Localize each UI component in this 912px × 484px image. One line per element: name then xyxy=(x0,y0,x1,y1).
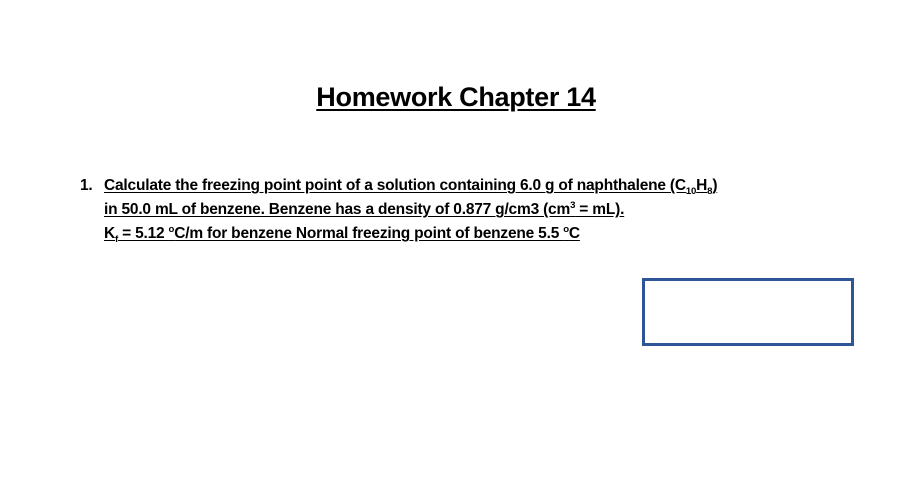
question-line-3: $K_f = 5.12$ $^o$C/m for benzene Normal freezing point of benzene 5.5 $^o$C xyxy=(104,223,580,246)
question-text xyxy=(104,174,840,246)
degree-superscript: o xyxy=(563,223,569,235)
page-title: Homework Chapter 14 xyxy=(316,82,596,112)
question-number: 1. xyxy=(80,177,93,194)
answer-box[interactable] xyxy=(642,278,854,346)
question-line-1: Calculate the freezing point point of a solution containing 6.0 g of naphthalene $(C_{10}H_8)$ xyxy=(104,177,718,198)
kf-subscript: f xyxy=(115,234,118,246)
question-1 xyxy=(80,174,840,246)
cubic-superscript: 3 xyxy=(570,199,576,211)
hydrogen-subscript: 8 xyxy=(707,186,713,198)
degree-superscript: o xyxy=(168,223,175,235)
question-line-2: in 50.0 mL of benzene. Benzene has a density of 0.877 g/cm3 $(cm^3 = mL)$. xyxy=(104,199,625,218)
carbon-subscript: 10 xyxy=(685,186,697,198)
